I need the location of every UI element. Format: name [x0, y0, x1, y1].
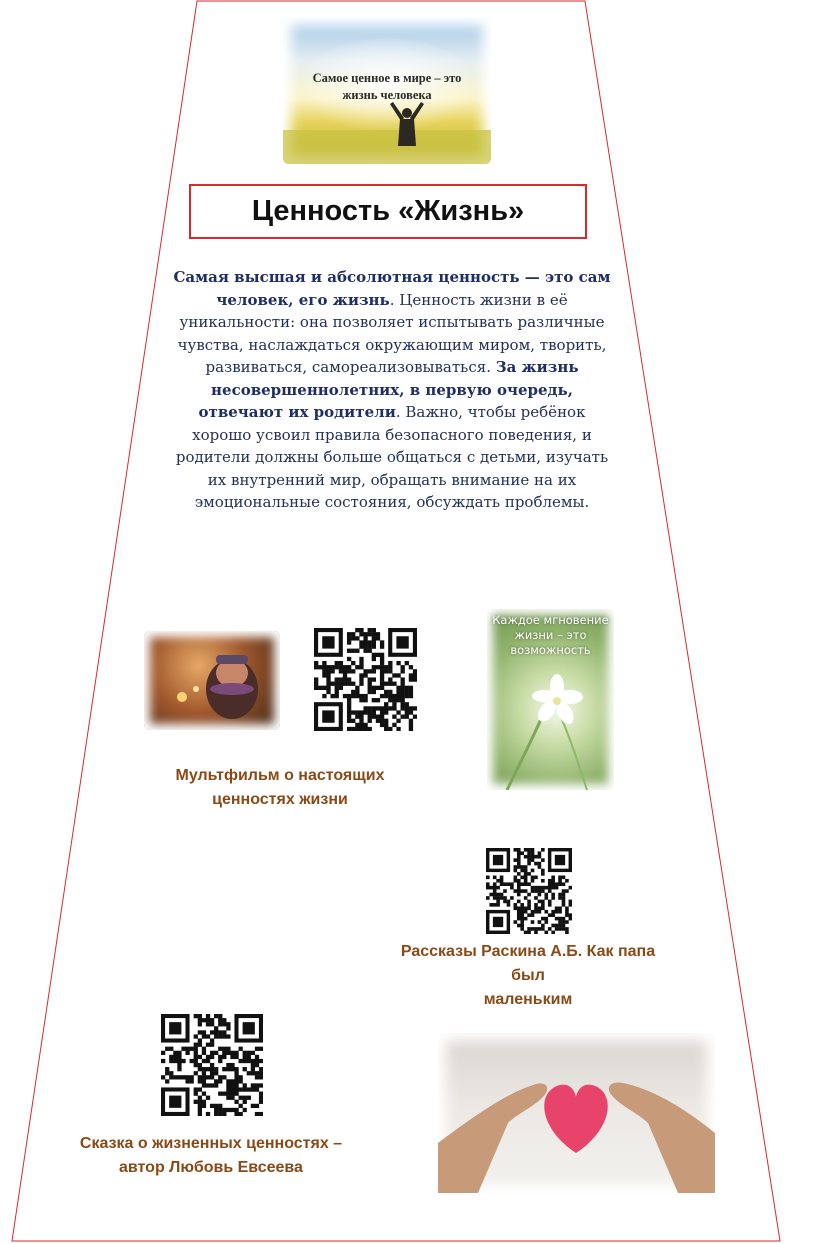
tale-caption-line2: автор Любовь Евсеева: [119, 1159, 303, 1176]
sunrise-man-image: [283, 18, 491, 164]
qr-code-tale[interactable]: [161, 1014, 263, 1116]
tale-link-caption[interactable]: [58, 1132, 364, 1180]
cartoon-image[interactable]: [144, 631, 280, 730]
stories-caption-line1: Рассказы Раскина А.Б. Как папа: [400, 943, 656, 960]
tale-caption-line1: Сказка о жизненных ценностях –: [79, 1135, 343, 1152]
flower-image-caption: Каждое мгновение жизни – это возможность: [492, 613, 609, 657]
main-text-2: . Важно, чтобы ребёнок хорошо усвоил правила безопасного поведения, и родители должны больше общаться с детьми, изучать их внутренний мир, обращать внимание на их эмоциональные состояния, обсуждать проблемы.: [175, 403, 609, 511]
top-image-caption: Самое ценное в мире – это жизнь человека: [312, 71, 462, 102]
qr-code-cartoon[interactable]: [314, 628, 417, 731]
title-box: [189, 184, 587, 239]
main-paragraph: [172, 266, 612, 514]
main-text-1: . Ценность жизни в её уникальности: она позволяет испытывать различные чувства, наслаждаться окружающим миром, творить, развиваться, самореализовываться.: [177, 290, 607, 376]
main-bold-2: За жизнь несовершеннолетних, в первую очередь, отвечают их родители: [198, 358, 579, 421]
cartoon-caption-line2: ценностях жизни: [212, 791, 348, 808]
qr-code-stories[interactable]: [486, 848, 572, 934]
stories-caption-line3: маленьким: [483, 991, 573, 1008]
stories-caption-line2: был: [511, 967, 545, 984]
page-title: Ценность «Жизнь»: [251, 195, 525, 227]
flower-image: [487, 609, 614, 790]
main-bold-1: Самая высшая и абсолютная ценность — это сам человек, его жизнь: [173, 268, 611, 309]
stories-link-caption[interactable]: [380, 940, 676, 1012]
cartoon-caption-line1: Мультфильм о настоящих: [175, 767, 385, 784]
cartoon-link-caption[interactable]: [150, 764, 410, 812]
heart-hands-image: [438, 1033, 715, 1193]
